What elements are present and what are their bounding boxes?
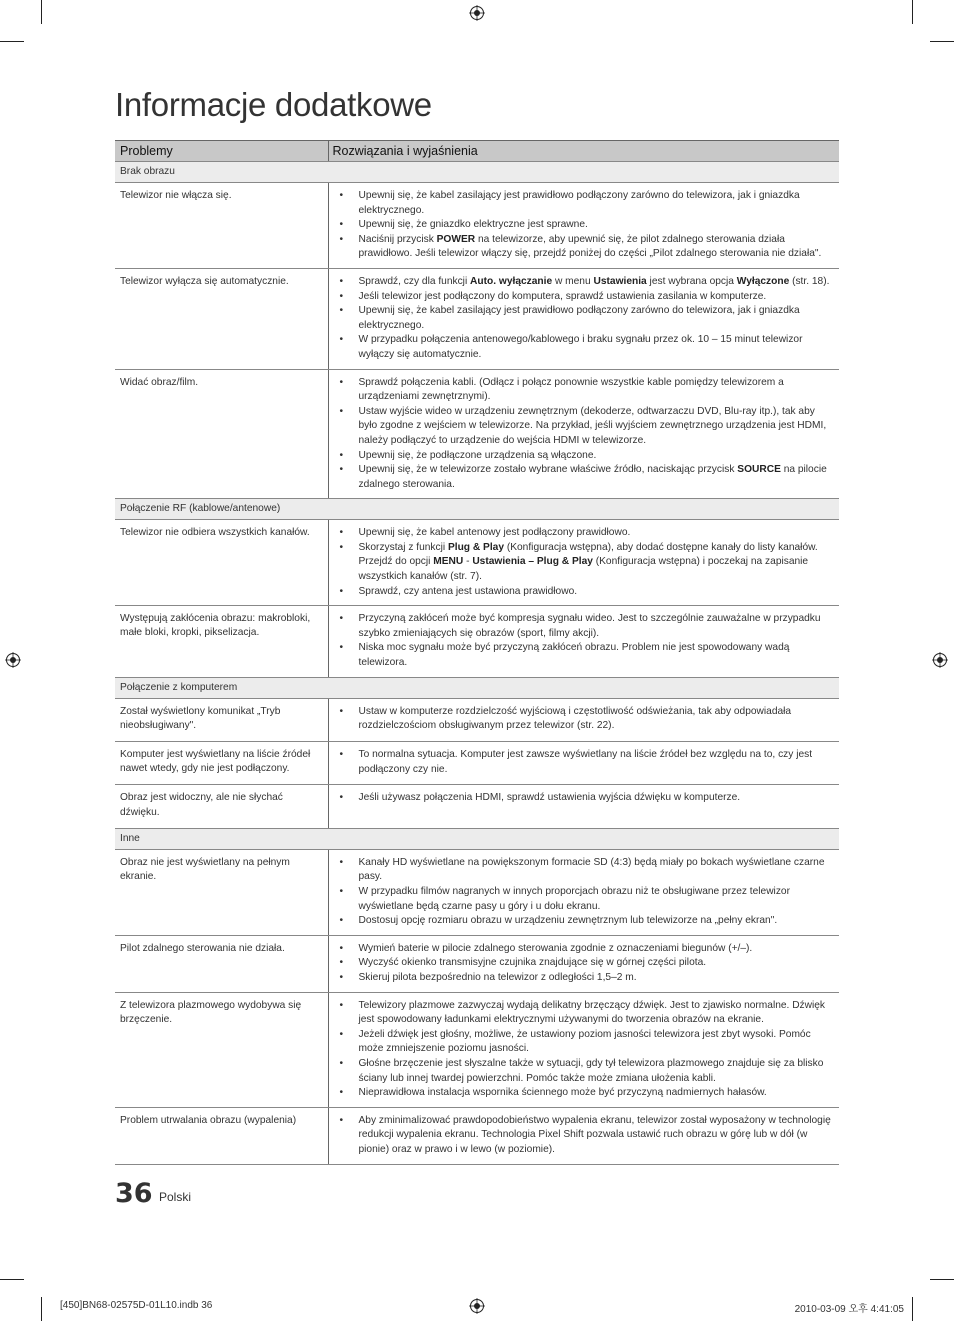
solution-list: [329, 275, 834, 363]
solution-text: Naciśnij przycisk: [358, 233, 437, 245]
problem-cell: Pilot zdalnego sterowania nie działa.: [115, 935, 328, 992]
solution-list: [329, 942, 834, 986]
solution-text: Niska moc sygnału może być przyczyną zakłóceń obrazu. Problem nie jest spowodowany wadą telewizora.: [358, 642, 790, 669]
solution-emphasis: POWER: [436, 233, 476, 245]
solution-text: Wymień baterie w pilocie zdalnego sterowania zgodnie z oznaczeniami biegunów (+/–).: [358, 942, 753, 954]
solution-text: Głośne brzęczenie jest słyszalne także w sytuacji, gdy tył telewizora plazmowego znajduje się za blisko ściany lub innej twardej powierzchni. Pomóc także może zmiana ułożenia kabli.: [358, 1057, 824, 1084]
solution-item: [359, 612, 834, 641]
solution-item: [359, 585, 834, 600]
solution-text: Nieprawidłowa instalacja wspornika ściennego może być przyczyną nadmiernych hałasów.: [358, 1087, 767, 1099]
table-row: [115, 992, 839, 1107]
solution-text: (Konfiguracja wstępna), aby dodać dostępne kanały do listy kanałów. Przejdź do opcji: [358, 541, 818, 568]
solution-item: [359, 304, 834, 333]
solution-text: Upewnij się, że w telewizorze zostało wybrane właściwe źródło, naciskając przycisk: [358, 464, 738, 476]
solution-cell: [328, 935, 839, 992]
solution-item: [359, 914, 834, 929]
section-title: Brak obrazu: [115, 162, 839, 183]
table-row: [115, 849, 839, 935]
solution-item: [359, 791, 834, 806]
solution-item: [359, 1086, 834, 1101]
crop-mark: [930, 1279, 954, 1280]
crop-mark: [912, 1297, 913, 1321]
solution-item: [359, 333, 834, 362]
solution-list: [329, 748, 834, 777]
table-row: [115, 742, 839, 785]
solution-item: [359, 942, 834, 957]
solution-text: (str. 18).: [789, 275, 830, 287]
solution-cell: [328, 1107, 839, 1164]
solution-item: [359, 233, 834, 262]
solution-text: Upewnij się, że kabel zasilający jest prawidłowo podłączony zarówno do telewizora, jak i gniazdka elektrycznego.: [358, 190, 800, 216]
problem-cell: Telewizor nie włącza się.: [115, 183, 328, 269]
solution-cell: [328, 698, 839, 741]
solution-list: [329, 526, 834, 599]
problem-cell: Występują zakłócenia obrazu: makrobloki, małe bloki, kropki, pikselizacja.: [115, 606, 328, 677]
solution-text: To normalna sytuacja. Komputer jest zawsze wyświetlany na liście źródeł bez względu na to, czy jest podłączony czy nie.: [358, 749, 813, 775]
solution-item: [359, 641, 834, 670]
solution-list: [329, 791, 834, 806]
solution-text: Sprawdź, czy dla funkcji: [358, 275, 471, 287]
solution-text: Upewnij się, że podłączone urządzenia są włączone.: [358, 449, 597, 461]
section-row: [115, 162, 839, 183]
solution-text: jest wybrana opcja: [646, 275, 737, 287]
solution-emphasis: Wyłączone: [736, 275, 790, 287]
table-row: [115, 698, 839, 741]
solution-emphasis: Auto. wyłączanie: [470, 275, 553, 287]
solution-item: [359, 541, 834, 585]
problem-cell: Widać obraz/film.: [115, 369, 328, 499]
solution-item: [359, 290, 834, 305]
table-row: [115, 606, 839, 677]
solution-text: Dostosuj opcję rozmiaru obrazu w urządzeniu zewnętrznym lub telewizorze na „pełny ekran".: [358, 915, 778, 927]
solution-text: Sprawdź, czy antena jest ustawiona prawidłowo.: [358, 585, 578, 597]
print-slug-file: [450]BN68-02575D-01L10.indb 36: [60, 1300, 213, 1311]
solution-list: [329, 705, 834, 734]
solution-text: w menu: [552, 275, 594, 287]
solution-text: Jeśli używasz połączenia HDMI, sprawdź ustawienia wyjścia dźwięku w komputerze.: [358, 792, 741, 804]
header-solutions: Rozwiązania i wyjaśnienia: [328, 141, 839, 162]
solution-item: [359, 705, 834, 734]
crop-mark: [912, 0, 913, 24]
solution-item: [359, 1057, 834, 1086]
section-title: Inne: [115, 828, 839, 849]
solution-text: Skorzystaj z funkcji: [358, 541, 448, 553]
solution-list: [329, 1114, 834, 1158]
solution-item: [359, 856, 834, 885]
solution-cell: [328, 183, 839, 269]
solution-cell: [328, 849, 839, 935]
solution-text: Skieruj pilota bezpośrednio na telewizor z odległości 1,5–2 m.: [358, 972, 637, 983]
solution-item: [359, 956, 834, 971]
section-row: [115, 828, 839, 849]
solution-item: [359, 463, 834, 492]
solution-text: Kanały HD wyświetlane na powiększonym formacie SD (4:3) będą miały po bokach wyświetlane czarne pasy.: [358, 856, 825, 883]
solution-text: Sprawdź połączenia kabli. (Odłącz i połącz ponownie wszystkie kable pomiędzy telewizorem a urządzeniami zewnętrznymi).: [358, 376, 784, 403]
solution-text: na telewizorze, aby upewnić się, że pilot zdalnego sterowania działa prawidłowo. Jeśli telewizor włączy się, przejdź poniżej do części „Pilot zdalnego sterowania nie działa".: [358, 233, 822, 260]
registration-mark-icon: [932, 652, 948, 668]
problem-cell: Komputer jest wyświetlany na liście źródeł nawet wtedy, gdy nie jest podłączony.: [115, 742, 328, 785]
solution-item: [359, 449, 834, 464]
section-row: [115, 499, 839, 520]
solution-item: [359, 1028, 834, 1057]
solution-cell: [328, 785, 839, 828]
table-row: [115, 1107, 839, 1164]
section-title: Połączenie RF (kablowe/antenowe): [115, 499, 839, 520]
solution-list: [329, 376, 834, 493]
solution-item: [359, 405, 834, 449]
problem-cell: Telewizor nie odbiera wszystkich kanałów.: [115, 520, 328, 606]
problem-cell: Z telewizora plazmowego wydobywa się brzęczenie.: [115, 992, 328, 1107]
solution-text: W przypadku połączenia antenowego/kablowego i braku sygnału przez ok. 10 – 15 minut telewizor wyłączy się automatycznie.: [358, 334, 803, 360]
solution-text: Upewnij się, że gniazdko elektryczne jest sprawne.: [358, 219, 588, 231]
crop-mark: [41, 0, 42, 24]
troubleshooting-table-container: [115, 140, 839, 1165]
solution-emphasis: Ustawienia – Plug & Play: [472, 556, 593, 568]
page-title: Informacje dodatkowe: [115, 86, 432, 123]
solution-cell: [328, 992, 839, 1107]
solution-list: [329, 999, 834, 1101]
table-row: [115, 520, 839, 606]
solution-text: (Konfiguracja wstępna) i poczekaj na zapisanie wszystkich kanałów (str. 7).: [358, 556, 809, 583]
solution-item: [359, 218, 834, 233]
solution-cell: [328, 268, 839, 369]
solution-emphasis: Ustawienia: [593, 275, 647, 287]
registration-mark-icon: [469, 1298, 485, 1314]
solution-item: [359, 971, 834, 986]
solution-emphasis: MENU: [433, 556, 464, 568]
table-row: [115, 183, 839, 269]
table-body: [115, 162, 839, 1165]
problem-cell: Telewizor wyłącza się automatycznie.: [115, 268, 328, 369]
solution-item: [359, 885, 834, 914]
solution-list: [329, 612, 834, 670]
solution-item: [359, 1114, 834, 1158]
print-slug-date: 2010-03-09 오후 4:41:05: [794, 1304, 904, 1315]
solution-item: [359, 189, 834, 218]
section-row: [115, 677, 839, 698]
page-number: 36: [115, 1178, 153, 1209]
solution-text: -: [463, 556, 473, 568]
crop-mark: [41, 1297, 42, 1321]
problem-cell: Obraz nie jest wyświetlany na pełnym ekranie.: [115, 849, 328, 935]
crop-mark: [930, 41, 954, 42]
solution-item: [359, 999, 834, 1028]
solution-text: Telewizory plazmowe zazwyczaj wydają delikatny brzęczący dźwięk. Jest to zjawisko normalne. Dźwięk jest spowodowany ładunkami elektrycznymi używanymi do tworzenia obrazów na ekranie.: [358, 999, 826, 1026]
solution-text: Przyczyną zakłóceń może być kompresja sygnału wideo. Jest to szczególnie zauważalne w przypadku szybko zmieniających się obrazów (sport, filmy akcji).: [358, 613, 821, 639]
solution-text: Upewnij się, że kabel antenowy jest podłączony prawidłowo.: [358, 527, 631, 539]
solution-emphasis: SOURCE: [737, 464, 781, 476]
solution-cell: [328, 742, 839, 785]
problem-cell: Został wyświetlony komunikat „Tryb nieobsługiwany".: [115, 698, 328, 741]
table-header-row: [115, 141, 839, 162]
table-row: [115, 785, 839, 828]
solution-text: Upewnij się, że kabel zasilający jest prawidłowo podłączony zarówno do telewizora, jak i gniazdka elektrycznego.: [358, 305, 800, 331]
registration-mark-icon: [5, 652, 21, 668]
solution-item: [359, 526, 834, 541]
problem-cell: Obraz jest widoczny, ale nie słychać dźwięku.: [115, 785, 328, 828]
solution-item: [359, 748, 834, 777]
solution-text: Jeżeli dźwięk jest głośny, możliwe, że ustawiony poziom jasności telewizora jest zbyt wysoki. Pomóc może zmniejszenie poziomu jasności.: [358, 1028, 811, 1055]
solution-text: Ustaw wyjście wideo w urządzeniu zewnętrznym (dekoderze, odtwarzaczu DVD, Blu-ray itp.), tak aby było zgodne z wejściem w telewizorze. Na przykład, jeśli wyjściem zewnętrznego urządzenia jest HDMI, należy podłączyć to urządzenie do wejścia HDMI w telewizorze.: [358, 405, 827, 446]
solution-cell: [328, 369, 839, 499]
header-problems: Problemy: [115, 141, 328, 162]
table-row: [115, 369, 839, 499]
solution-list: [329, 189, 834, 262]
table-row: [115, 935, 839, 992]
solution-text: W przypadku filmów nagranych w innych proporcjach obrazu niż te obsługiwane przez telewizor wyświetlane będą czarne pasy u góry i u dołu ekranu.: [358, 886, 790, 912]
table-row: [115, 268, 839, 369]
solution-emphasis: Plug & Play: [447, 541, 504, 553]
section-title: Połączenie z komputerem: [115, 677, 839, 698]
crop-mark: [0, 41, 24, 42]
solution-item: [359, 376, 834, 405]
solution-cell: [328, 606, 839, 677]
solution-text: Wyczyść okienko transmisyjne czujnika znajdujące się w górnej części pilota.: [358, 957, 707, 969]
solution-text: na pilocie zdalnego sterowania.: [358, 464, 827, 490]
solution-item: [359, 275, 834, 290]
solution-text: Aby zminimalizować prawdopodobieństwo wypalenia ekranu, telewizor został wyposażony w technologię redukcji wypalenia ekranu. Technologia Pixel Shift pozwala ustawić ruch obrazu w górę lub w dół (w pionie) oraz w prawo i w lewo (w poziomie).: [358, 1114, 831, 1155]
solution-list: [329, 856, 834, 929]
troubleshooting-table: [115, 140, 839, 1165]
solution-cell: [328, 520, 839, 606]
crop-mark: [0, 1279, 24, 1280]
solution-text: Ustaw w komputerze rozdzielczość wyjściową i częstotliwość odświeżania, tak aby odpowiadała rozdzielczościom obsługiwanym przez telewizor (str. 22).: [358, 705, 792, 732]
registration-mark-icon: [469, 5, 485, 21]
problem-cell: Problem utrwalania obrazu (wypalenia): [115, 1107, 328, 1164]
solution-text: Jeśli telewizor jest podłączony do komputera, sprawdź ustawienia zasilania w komputerze.: [358, 290, 767, 302]
page-language: Polski: [159, 1190, 192, 1204]
